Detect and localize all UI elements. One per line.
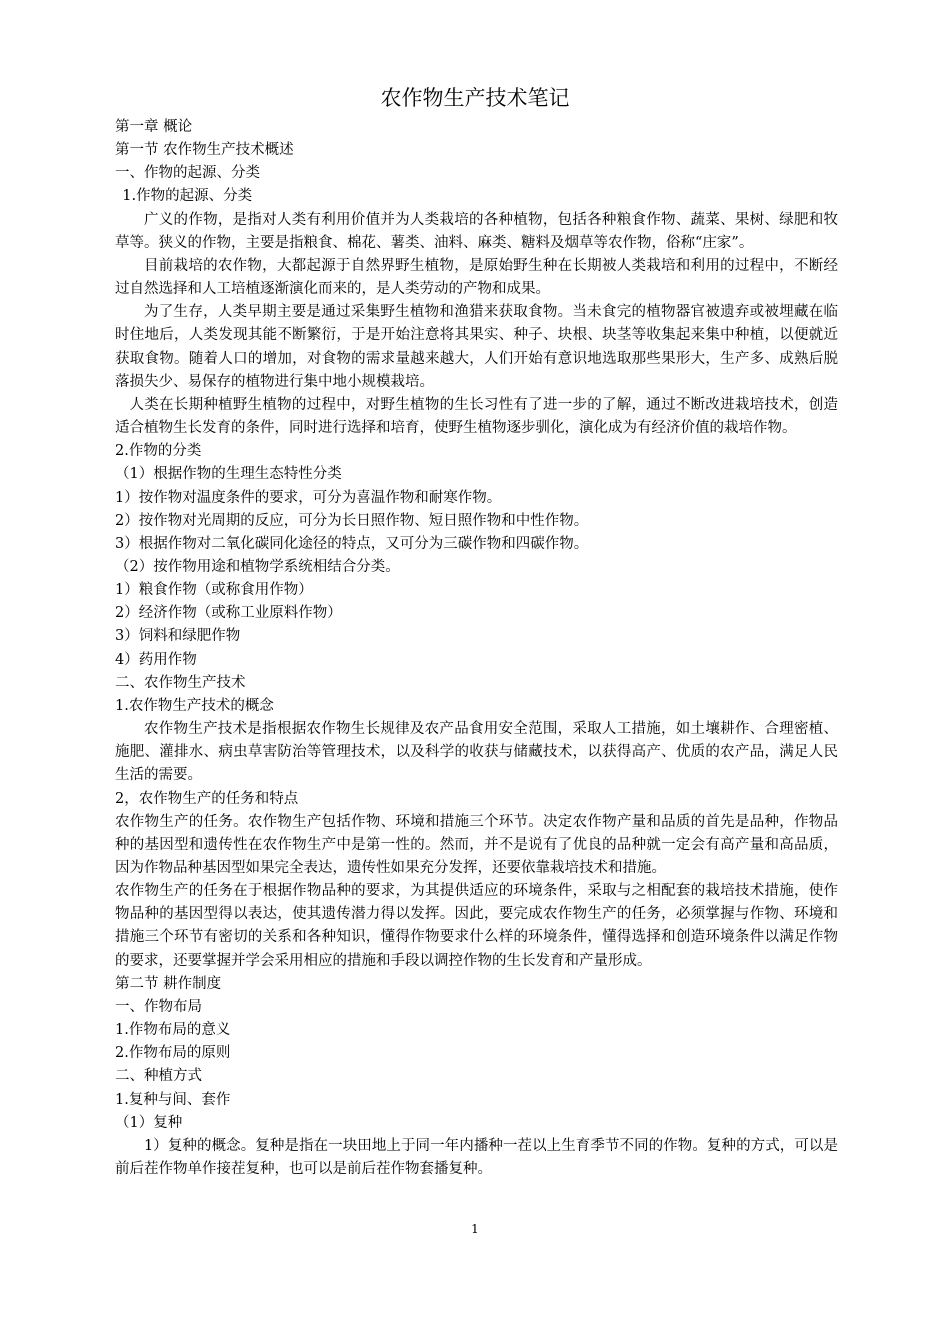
section-heading: 第二节 耕作制度 (115, 975, 222, 992)
item-heading: 1.农作物生产技术的概念 (115, 697, 274, 714)
body-paragraph: 人类在长期种植野生植物的过程中，对野生植物的生长习性有了进一步的了解，通过不断改进栽培技术，创造适合植物生长发育的条件，同时进行选择和培育，使野生植物逐步驯化，演化成为有经济价值的栽培作物。 (115, 396, 838, 437)
chapter-heading: 第一章 概论 (115, 119, 193, 135)
list-item: 4）药用作物 (115, 651, 197, 668)
body-paragraph: 广义的作物，是指对人类有利用价值并为人类栽培的各种植物，包括各种粮食作物、蔬菜、果树、绿肥和牧草等。狭义的作物，主要是指粮食、棉花、薯类、油料、麻类、糖料及烟草等农作物，俗称“庄家”。 (115, 211, 838, 251)
list-item: 2）按作物对光周期的反应，可分为长日照作物、短日照作物和中性作物。 (115, 512, 589, 529)
subsection-heading: 二、农作物生产技术 (115, 674, 246, 691)
list-heading: （2）按作物用途和植物学系统相结合分类。 (115, 558, 400, 575)
list-item: 3）根据作物对二氧化碳同化途径的特点，又可分为三碳作物和四碳作物。 (115, 535, 589, 552)
item-heading: 2，农作物生产的任务和特点 (115, 790, 299, 807)
subsection-heading: 一、作物的起源、分类 (115, 165, 260, 182)
item-heading: 1.作物布局的意义 (115, 1022, 231, 1039)
item-heading: 2.作物的分类 (115, 443, 202, 460)
page-number: 1 (471, 1222, 479, 1236)
subsection-heading: 一、作物布局 (115, 998, 202, 1015)
list-item: 3）饲料和绿肥作物 (115, 628, 241, 645)
body-paragraph: 为了生存，人类早期主要是通过采集野生植物和渔猎来获取食物。当未食完的植物器官被遗弃或被埋藏在临时住地后，人类发现其能不断繁衍，于是开始注意将其果实、种子、块根、块茎等收集起来集中种植，以便就近获取食物。随着人口的增加，对食物的需求量越来越大，人们开始有意识地选取那些果形大，生产多、成熟后脱落损失少、易保存的植物进行集中地小规模栽培。 (115, 304, 838, 390)
section-heading: 第一节 农作物生产技术概述 (115, 142, 294, 159)
list-heading: （1）根据作物的生理生态特性分类 (115, 466, 342, 483)
item-heading: 2.作物布局的原则 (115, 1045, 231, 1062)
body-paragraph: 1）复种的概念。复种是指在一块田地上于同一年内播种一茬以上生育季节不同的作物。复种的方式，可以是前后茬作物单作接茬复种，也可以是前后茬作物套播复种。 (115, 1137, 838, 1178)
subsection-heading: 二、种植方式 (115, 1068, 202, 1085)
list-heading: （1）复种 (115, 1114, 183, 1131)
body-paragraph: 农作物生产的任务在于根据作物品种的要求，为其提供适应的环境条件，采取与之相配套的栽培技术措施，使作物品种的基因型得以表达，使其遗传潜力得以发挥。因此，要完成农作物生产的任务，必须掌握与作物、环境和措施三个环节有密切的关系和各种知识，懂得作物要求什么样的环境条件，懂得选择和创造环境条件以满足作物的要求，还要掌握并学会采用相应的措施和手段以调控作物的生长发育和产量形成。 (115, 883, 838, 969)
body-paragraph: 目前栽培的农作物，大都起源于自然界野生植物，是原始野生种在长期被人类栽培和利用的过程中，不断经过自然选择和人工培植逐渐演化而来的，是人类劳动的产物和成果。 (115, 257, 838, 298)
body-paragraph: 农作物生产的任务。农作物生产包括作物、环境和措施三个环节。决定农作物产量和品质的首先是品种，作物品种的基因型和遗传性在农作物生产中是第一性的。然而，并不是说有了优良的品种就一定会有高产量和高品质，因为作物品种基因型如果完全表达，遗传性如果充分发挥，还要依靠栽培技术和措施。 (115, 813, 838, 876)
item-heading: 1.作物的起源、分类 (122, 188, 253, 205)
document-title: 农作物生产技术笔记 (380, 86, 570, 110)
body-paragraph: 农作物生产技术是指根据农作物生长规律及农产品食用安全范围，采取人工措施，如土壤耕作、合理密植、施肥、灌排水、病虫草害防治等管理技术，以及科学的收获与储藏技术，以获得高产、优质的农产品，满足人民生活的需要。 (115, 721, 838, 784)
item-heading: 1.复种与间、套作 (115, 1091, 231, 1108)
list-item: 1）粮食作物（或称食用作物） (115, 582, 313, 599)
document-body (115, 116, 838, 1181)
list-item: 1）按作物对温度条件的要求，可分为喜温作物和耐寒作物。 (115, 489, 502, 506)
list-item: 2）经济作物（或称工业原料作物） (115, 605, 342, 622)
